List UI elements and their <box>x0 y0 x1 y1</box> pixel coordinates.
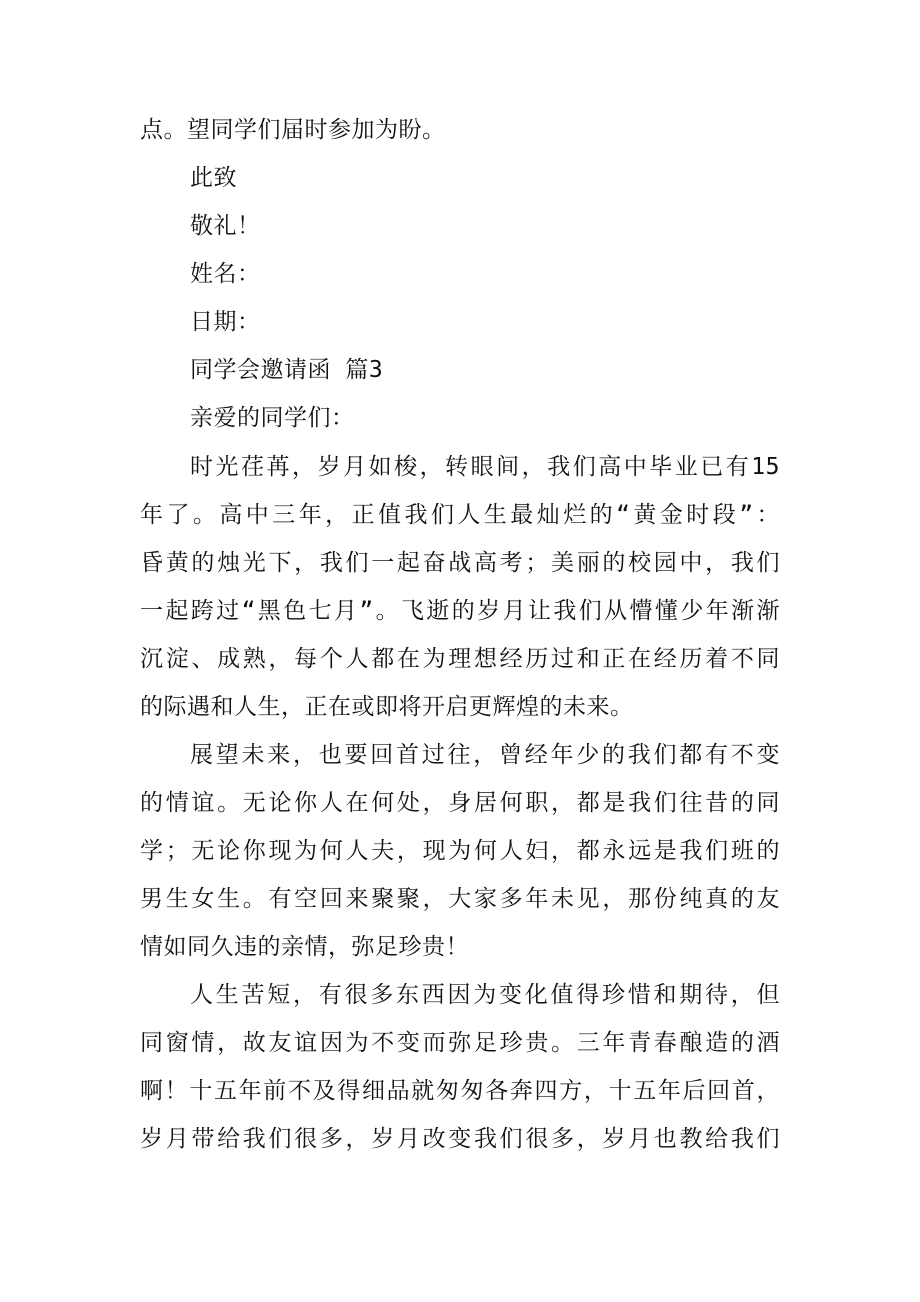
paragraph-1-line-2: 年了。高中三年，正值我们人生最灿烂的“黄金时段”： <box>140 502 780 528</box>
paragraph-1-line-1: 时光荏苒，岁月如梭，转眼间，我们高中毕业已有15 <box>190 454 780 480</box>
paragraph-2-line-1: 展望未来，也要回首过往，曾经年少的我们都有不变 <box>190 742 780 768</box>
paragraph-2-line-4: 男生女生。有空回来聚聚，大家多年未见，那份纯真的友 <box>140 886 780 912</box>
paragraph-1-line-6: 的际遇和人生，正在或即将开启更辉煌的未来。 <box>140 694 634 720</box>
greeting: 亲爱的同学们： <box>190 405 355 431</box>
salutation-close-1: 此致 <box>190 165 237 191</box>
date-label: 日期： <box>190 309 261 335</box>
salutation-close-2: 敬礼！ <box>190 213 261 239</box>
paragraph-3-line-1: 人生苦短，有很多东西因为变化值得珍惜和期待，但 <box>190 982 780 1008</box>
paragraph-3-line-4: 岁月带给我们很多，岁月改变我们很多，岁月也教给我们 <box>140 1126 780 1152</box>
paragraph-1-line-3: 昏黄的烛光下，我们一起奋战高考；美丽的校园中，我们 <box>140 550 780 576</box>
paragraph-3-line-3: 啊！十五年前不及得细品就匆匆各奔四方，十五年后回首， <box>140 1078 780 1104</box>
paragraph-2-line-3: 学；无论你现为何人夫，现为何人妇，都永远是我们班的 <box>140 838 780 864</box>
section-title: 同学会邀请函 篇3 <box>190 357 384 383</box>
closing-line: 点。望同学们届时参加为盼。 <box>140 117 446 143</box>
paragraph-2-line-2: 的情谊。无论你人在何处，身居何职，都是我们往昔的同 <box>140 790 780 816</box>
paragraph-2-line-5: 情如同久违的亲情，弥足珍贵！ <box>140 934 469 960</box>
name-label: 姓名： <box>190 261 261 287</box>
paragraph-3-line-2: 同窗情，故友谊因为不变而弥足珍贵。三年青春酿造的酒 <box>140 1030 780 1056</box>
paragraph-1-line-4: 一起跨过“黑色七月”。飞逝的岁月让我们从懵懂少年渐渐 <box>140 598 780 624</box>
paragraph-1-line-5: 沉淀、成熟，每个人都在为理想经历过和正在经历着不同 <box>140 646 780 672</box>
